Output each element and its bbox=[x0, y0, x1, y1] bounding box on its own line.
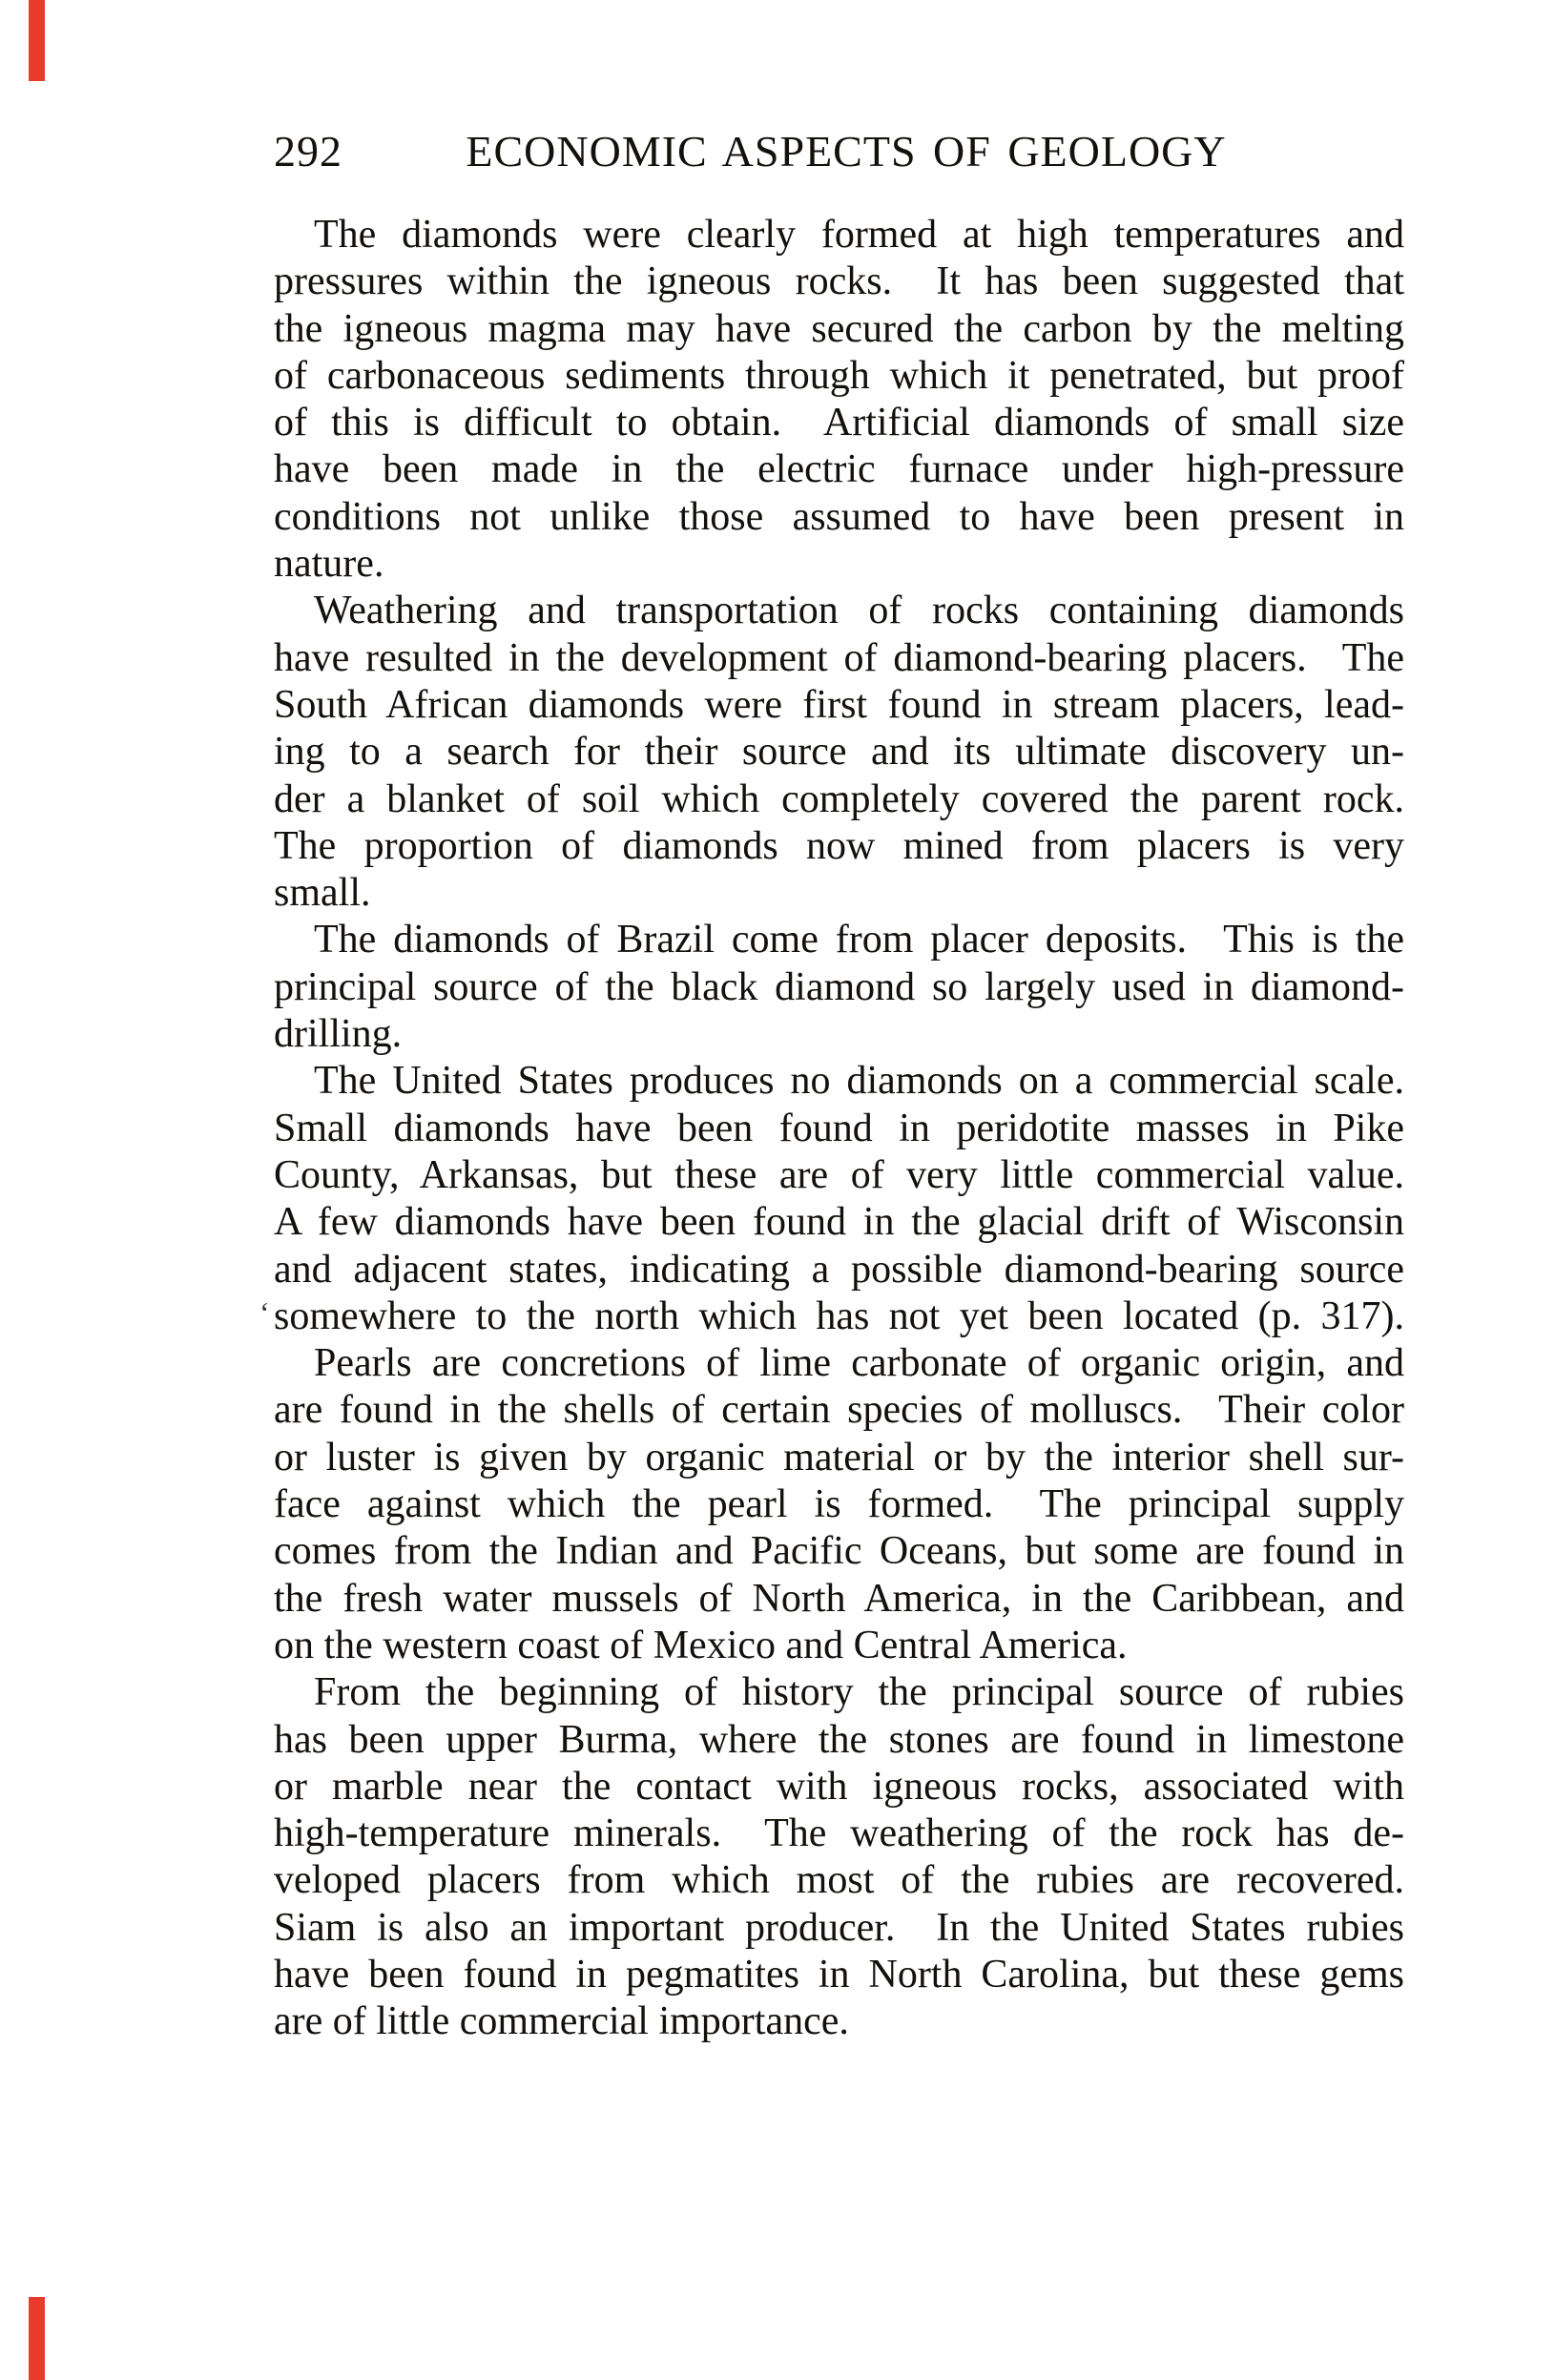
text-line: of this is difficult to obtain. Artificial diamonds of small size bbox=[274, 401, 1404, 445]
text-line: County, Arkansas, but these are of very little commercial value. bbox=[274, 1152, 1404, 1197]
text-line: der a blanket of soil which completely covered the parent rock. bbox=[274, 776, 1404, 821]
text-line: principal source of the black diamond so largely used in diamond- bbox=[274, 964, 1404, 1009]
text-line: high-temperature minerals. The weathering of the rock has de- bbox=[274, 1811, 1404, 1856]
text-line: South African diamonds were first found in stream placers, lead- bbox=[274, 682, 1404, 727]
text-line: and adjacent states, indicating a possible diamond-bearing source bbox=[274, 1247, 1404, 1292]
text-line: Weathering and transportation of rocks containing diamonds bbox=[314, 589, 1404, 633]
text-line: has been upper Burma, where the stones are found in limestone bbox=[274, 1717, 1404, 1762]
text-line: ing to a search for their source and its ultimate discovery un- bbox=[274, 730, 1404, 775]
text-line: or luster is given by organic material or by the interior shell sur- bbox=[274, 1435, 1404, 1480]
text-line: pressures within the igneous rocks. It has been suggested that bbox=[274, 259, 1404, 304]
running-title: ECONOMIC ASPECTS OF GEOLOGY bbox=[466, 127, 1227, 176]
text-line: somewhere to the north which has not yet been located (p. 317). bbox=[274, 1293, 1404, 1338]
text-line: Pearls are concretions of lime carbonate of organic origin, and bbox=[314, 1341, 1404, 1386]
text-line: the igneous magma may have secured the carbon by the melting bbox=[274, 306, 1404, 351]
text-line: nature. bbox=[274, 542, 384, 587]
text-line: comes from the Indian and Pacific Oceans, but some are found in bbox=[274, 1529, 1404, 1574]
text-line: have been made in the electric furnace under high-pressure bbox=[274, 447, 1404, 492]
page-number: 292 bbox=[274, 127, 342, 176]
body-text bbox=[274, 212, 1404, 2046]
text-line: are of little commercial importance. bbox=[274, 1999, 849, 2044]
text-line: A few diamonds have been found in the glacial drift of Wisconsin bbox=[274, 1200, 1404, 1245]
text-line: veloped placers from which most of the rubies are recovered. bbox=[274, 1858, 1404, 1903]
text-line: Siam is also an important producer. In the United States rubies bbox=[274, 1905, 1404, 1950]
text-line: are found in the shells of certain species of molluscs. Their color bbox=[274, 1388, 1404, 1433]
scan-edge-mark-bottom bbox=[29, 2297, 45, 2380]
text-line: on the western coast of Mexico and Central America. bbox=[274, 1623, 1128, 1667]
text-line: conditions not unlike those assumed to have been present in bbox=[274, 494, 1404, 539]
text-line: The United States produces no diamonds on a commercial scale. bbox=[314, 1059, 1404, 1104]
scan-edge-mark-top bbox=[29, 0, 45, 81]
text-line: have been found in pegmatites in North Carolina, but these gems bbox=[274, 1952, 1404, 1997]
text-line: The proportion of diamonds now mined from placers is very bbox=[274, 823, 1404, 868]
text-line: face against which the pearl is formed. The principal supply bbox=[274, 1482, 1404, 1527]
text-line: the fresh water mussels of North America, in the Caribbean, and bbox=[274, 1576, 1404, 1621]
text-line: or marble near the contact with igneous rocks, associated with bbox=[274, 1764, 1404, 1809]
text-line: of carbonaceous sediments through which it penetrated, but proof bbox=[274, 353, 1404, 398]
scan-speck-tick: ʻ bbox=[259, 1295, 270, 1330]
text-line: drilling. bbox=[274, 1012, 403, 1057]
text-line: small. bbox=[274, 871, 371, 916]
text-line: The diamonds of Brazil come from placer deposits. This is the bbox=[314, 918, 1404, 962]
text-line: From the beginning of history the principal source of rubies bbox=[314, 1670, 1404, 1715]
text-line: Small diamonds have been found in peridotite masses in Pike bbox=[274, 1106, 1404, 1150]
text-line: The diamonds were clearly formed at high temperatures and bbox=[314, 213, 1404, 257]
text-line: have resulted in the development of diamond-bearing placers. The bbox=[274, 635, 1404, 680]
